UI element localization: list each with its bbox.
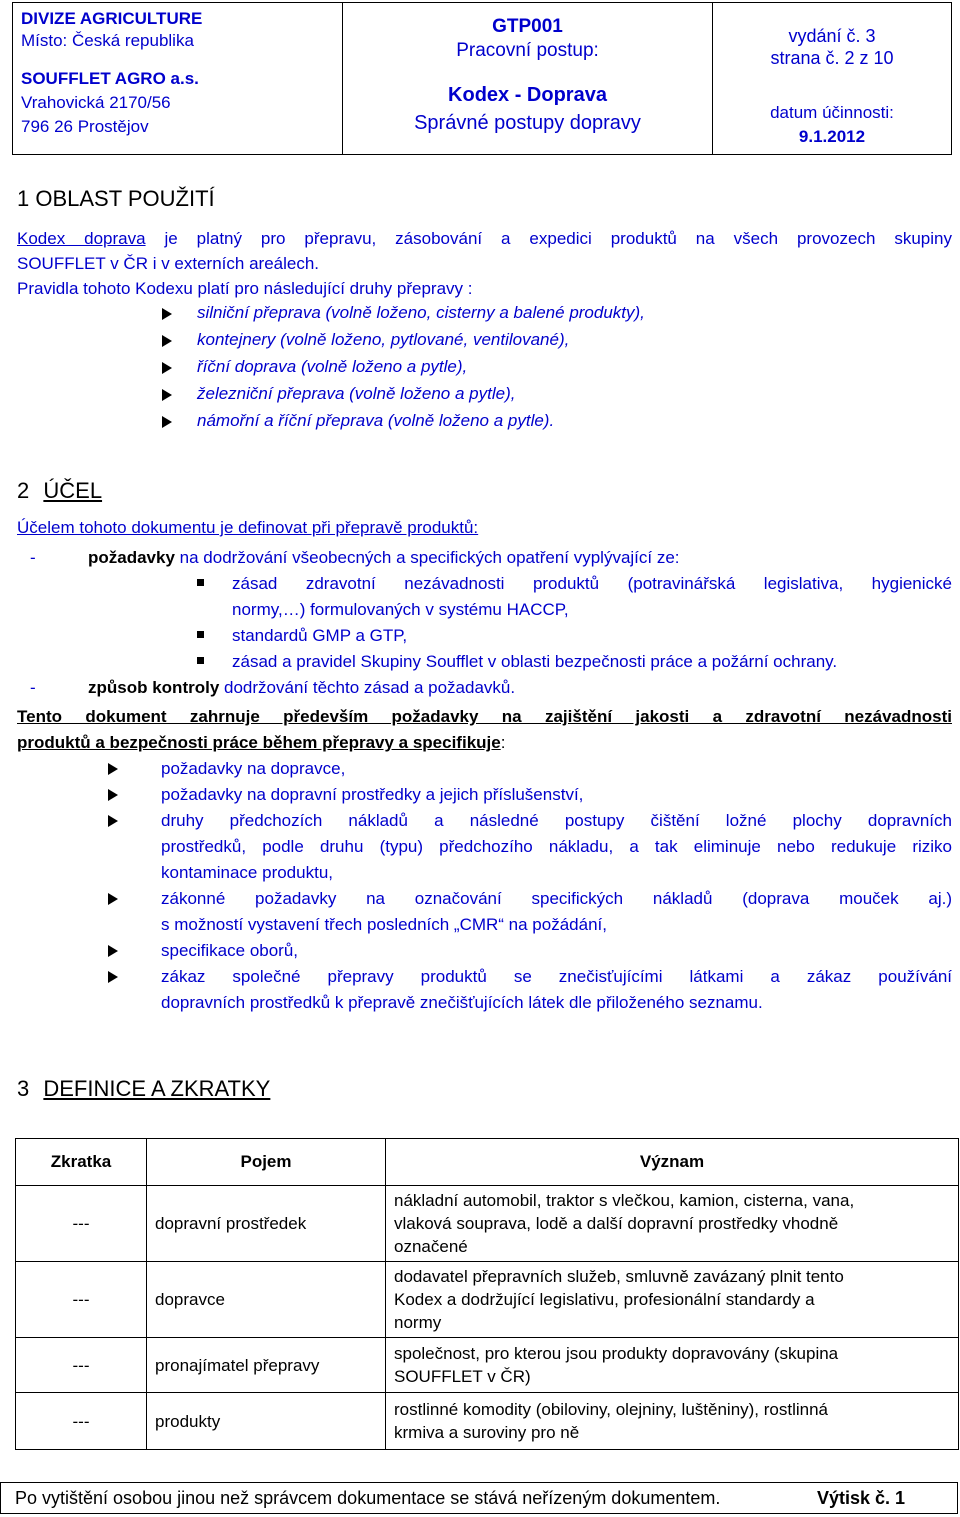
list-item-text: prostředků, podle druhu (typu) předchozího nákladu, a tak eliminuje nebo redukuje riziko [161,837,952,856]
list-item-text: druhy předchozích nákladů a následné postupy čištění ložné plochy dopravních [161,811,952,830]
meaning-line: krmiva a suroviny pro ně [394,1423,580,1442]
list-item-text: kontejnery (volně loženo, pytlované, ventilované), [197,330,570,349]
list-item-text: námořní a říční přeprava (volně loženo a pytle). [197,411,555,430]
ctrl-bold: způsob kontroly [88,678,220,697]
scope-line2: produktů a bezpečnosti práce během přepravy a specifikuje [17,733,501,752]
list-item [0,886,960,938]
doc-type: Pracovní postup: [456,40,599,61]
control-line: - způsob kontroly dodržování těchto zásad a požadavků. [30,678,516,697]
edition: vydání č. 3 [788,26,876,46]
list-item-text: dopravních prostředků k přepravě znečišťujících látek dle přiloženého seznamu. [161,993,763,1012]
list-item [0,330,960,357]
list-item-text: silniční přeprava (volně loženo, cisterny a balené produkty), [197,303,645,322]
rules-intro: Pravidla tohoto Kodexu platí pro následující druhy přepravy : [17,279,473,298]
doc-subtitle: Správné postupy dopravy [414,112,641,134]
abbr-cell: --- [16,1338,147,1393]
section2-body [30,545,952,701]
term-cell: produkty [147,1393,386,1450]
abbr-cell: --- [16,1262,147,1338]
abbr-cell: --- [16,1393,147,1450]
effective-label: datum účinnosti: [770,103,894,122]
division-name: DIVIZE AGRICULTURE [21,9,203,28]
list-item-text: zákaz společné přepravy produktů se znečisťujícími látkami a zákaz používání [161,967,952,986]
table-row [16,1338,959,1393]
intro-line2: SOUFFLET v ČR i v externích areálech. [17,254,320,273]
triangle-bullet-icon [162,335,172,347]
meaning-line: označené [394,1237,468,1256]
list-item [0,411,960,438]
column-header: Zkratka [16,1139,147,1186]
meaning-cell [386,1393,959,1450]
sub-item-text: zásad zdravotní nezávadnosti produktů (potravinářská legislativa, hygienické [232,574,952,593]
section3-heading [17,1076,270,1102]
list-item-text: požadavky na dopravce, [161,759,346,778]
scope-list [0,756,960,1016]
abbr-cell: --- [16,1186,147,1262]
doc-code: GTP001 [492,16,563,37]
table-row [16,1393,959,1450]
document-footer [0,1482,958,1514]
section3-number: 3 [17,1076,30,1101]
section1-intro [17,226,952,301]
scope-colon: : [500,733,506,752]
ctrl-rest: dodržování těchto zásad a požadavků. [219,678,516,697]
column-header: Pojem [147,1139,386,1186]
list-item [0,964,960,1016]
sub-item [30,571,952,597]
list-item [0,808,960,886]
sub-item-text: normy,…) formulovaných v systému HACCP, [232,600,569,619]
list-item-text: zákonné požadavky na označování specifických nákladů (doprava mouček aj.) [161,889,952,908]
square-bullet-icon [197,631,204,638]
requirements-line: - požadavky na dodržování všeobecných a specifických opatření vyplývající ze: [30,548,680,567]
triangle-bullet-icon [108,815,118,827]
scope-line1: Tento dokument zahrnuje především požadavky na zajištění jakosti a zdravotní nezávadnosti [17,707,952,726]
doc-title: Kodex - Doprava [448,84,607,106]
triangle-bullet-icon [162,389,172,401]
list-item [0,938,960,964]
list-item-text: s možností vystavení třech posledních „CMR“ na požádání, [161,915,607,934]
list-item [0,756,960,782]
section2-intro-text: Účelem tohoto dokumentu je definovat při přepravě produktů: [17,518,479,537]
triangle-bullet-icon [108,763,118,775]
square-bullet-icon [197,657,204,664]
list-item-text: specifikace oborů, [161,941,299,960]
triangle-bullet-icon [108,945,118,957]
meaning-line: nákladní automobil, traktor s vlečkou, kamion, cisterna, vana, [394,1191,855,1210]
section1-heading-text: 1 OBLAST POUŽITÍ [17,186,215,211]
sub-item [30,623,952,649]
list-item-text: říční doprava (volně loženo a pytle), [197,357,468,376]
list-item-text: požadavky na dopravní prostředky a jejich příslušenství, [161,785,584,804]
list-item [0,357,960,384]
section1-heading [17,186,215,212]
req-rest: na dodržování všeobecných a specifických opatření vyplývající ze: [174,548,680,567]
title-block [343,3,713,154]
triangle-bullet-icon [162,362,172,374]
section2-heading [17,478,102,504]
column-header: Význam [386,1139,959,1186]
section2-title: ÚČEL [43,478,103,503]
triangle-bullet-icon [108,789,118,801]
meaning-cell [386,1338,959,1393]
effective-date: 9.1.2012 [798,127,866,146]
term-cell: pronajímatel přepravy [147,1338,386,1393]
transport-list [0,303,960,438]
meaning-line: rostlinné komodity (obiloviny, olejniny, luštěniny), rostlinná [394,1400,829,1419]
company-block [13,3,343,154]
table-row [16,1262,959,1338]
list-item [0,303,960,330]
place: Místo: Česká republika [21,31,194,50]
page-number: strana č. 2 z 10 [770,48,894,68]
definitions-table [15,1138,959,1450]
triangle-bullet-icon [162,416,172,428]
document-header [12,2,952,155]
copy-number: Výtisk č. 1 [817,1488,906,1508]
scope-statement [17,704,952,756]
meaning-line: SOUFFLET v ČR) [394,1367,531,1386]
list-item-text: železniční přeprava (volně loženo a pytle), [197,384,516,403]
company-name: SOUFFLET AGRO a.s. [21,69,199,88]
square-bullet-icon [197,579,204,586]
meaning-line: dodavatel přepravních služeb, smluvně zavázaný plnit tento [394,1267,844,1286]
list-item [0,384,960,411]
sub-item [30,649,952,675]
table-header-row [16,1139,959,1186]
intro-rest: je platný pro přepravu, zásobování a expedici produktů na všech provozech skupiny [145,229,952,248]
meaning-line: Kodex a dodržující legislativu, profesionální standardy a [394,1290,815,1309]
meaning-line: normy [394,1313,442,1332]
meta-block [713,3,951,154]
section2-number: 2 [17,478,30,503]
triangle-bullet-icon [108,971,118,983]
term-cell: dopravní prostředek [147,1186,386,1262]
sub-item-text: zásad a pravidel Skupiny Soufflet v oblasti bezpečnosti práce a požární ochrany. [232,652,838,671]
list-item [0,782,960,808]
sub-item-text: standardů GMP a GTP, [232,626,408,645]
meaning-line: společnost, pro kterou jsou produkty dopravovány (skupina [394,1344,839,1363]
footer-text: Po vytištění osobou jinou než správcem dokumentace se stává neřízeným dokumentem. [15,1488,721,1508]
triangle-bullet-icon [108,893,118,905]
sub-item-cont [30,597,952,623]
req-bold: požadavky [88,548,175,567]
meaning-cell [386,1262,959,1338]
list-item-text: kontaminace produktu, [161,863,333,882]
city: 796 26 Prostějov [21,117,149,136]
triangle-bullet-icon [162,308,172,320]
section3-title: DEFINICE A ZKRATKY [43,1076,271,1101]
meaning-cell [386,1186,959,1262]
term-cell: dopravce [147,1262,386,1338]
table-row [16,1186,959,1262]
section2-intro [17,518,478,538]
street: Vrahovická 2170/56 [21,93,171,112]
kodex-link[interactable]: Kodex doprava [17,229,146,248]
meaning-line: vlaková souprava, lodě a další dopravní prostředky vhodně [394,1214,839,1233]
